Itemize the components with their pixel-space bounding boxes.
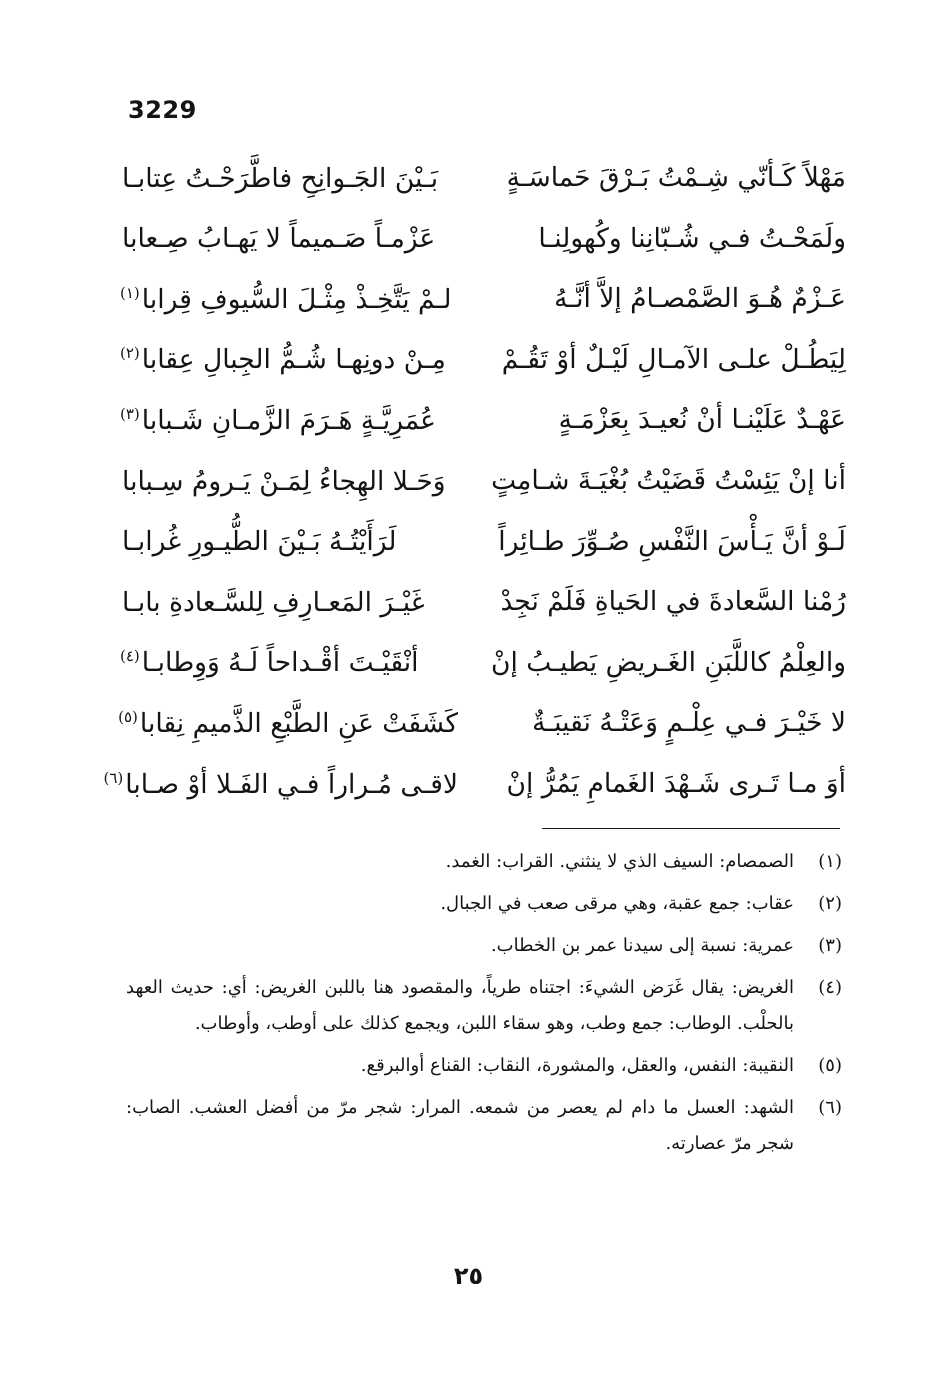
verse <box>120 451 846 512</box>
verse <box>120 572 846 633</box>
verse-second-hemistich <box>118 707 458 739</box>
footnote-marker: (٦) <box>103 768 124 787</box>
verse <box>120 209 846 270</box>
verse-second-hemistich <box>120 283 458 315</box>
hemistich-text: لَرَأَيْتُـهُ بَـيْنَ الطُّيـورِ غُرابـا <box>122 526 397 558</box>
verse <box>120 148 846 209</box>
verse <box>120 633 846 694</box>
verse-second-hemistich <box>120 586 458 618</box>
footnote-divider <box>542 828 840 829</box>
hemistich-text: لاقـى مُـراراً فـي الفَـلا أوْ صـابا <box>125 768 458 800</box>
footnote-number: (٤) <box>818 977 842 998</box>
verse <box>120 269 846 330</box>
verse-first-hemistich: لا خَيْـرَ فـي عِلْـمٍ وَعَتْـهُ نَقيبَـةٌ <box>532 707 846 739</box>
footnote-marker: (١) <box>120 283 140 302</box>
footnote <box>126 970 842 1042</box>
footnote <box>126 1090 842 1162</box>
verse-first-hemistich: ولَمَحْـتُ فـي شُـبّانِنا وكُهولِنـا <box>538 222 846 254</box>
verse-first-hemistich: لِيَطُـلْ علـى الآمـالِ لَيْـلٌ أوْ تَقُـمْ <box>501 343 846 375</box>
footnote <box>126 1048 842 1084</box>
footnote-number: (٢) <box>818 893 842 914</box>
page-id: 3229 <box>128 96 197 124</box>
footnote <box>126 928 842 964</box>
footnote-marker: (٥) <box>118 707 138 726</box>
footnote-text: الغريض: يقال غَرَض الشيءَ: اجتناه طرياً، والمقصود هنا باللبن الغريض: أي: حديث العهد بالحلْب. الوطاب: جمع وطب، وهو سقاء اللبن، ويجمع كذلك على أوطب، وأوطاب. <box>126 977 794 1034</box>
verse-first-hemistich: أنا إنْ يَئِسْتُ قَضَيْتُ بُغْيَـةَ شـامِتٍ <box>491 465 846 497</box>
footnote-marker: (٣) <box>120 405 140 423</box>
footnote-number: (٦) <box>818 1097 842 1118</box>
verse <box>120 330 846 391</box>
verse-first-hemistich: مَهْلاً كَـأنّي شِـمْتُ بَـرْقَ حَماسَـةٍ <box>506 162 846 194</box>
verse-first-hemistich: أوَ مـا تَـرى شَـهْدَ الغَمامِ يَمُرُّ إنْ <box>506 767 846 799</box>
footnote-number: (٥) <box>818 1055 842 1076</box>
verse-second-hemistich <box>120 404 458 436</box>
verse-first-hemistich: والعِلْمُ كاللَّبَنِ الغَـريضِ يَطيـبُ إنْ <box>491 646 846 678</box>
footnote-text: عمرية: نسبة إلى سيدنا عمر بن الخطاب. <box>490 935 794 956</box>
footnotes <box>126 844 842 1168</box>
verse-second-hemistich <box>120 344 458 376</box>
verse-first-hemistich: عَهْـدٌ عَلَيْنـا أنْ نُعيـدَ بِعَزْمَـةٍ <box>558 404 846 436</box>
poem <box>103 148 846 815</box>
hemistich-text: غَيْـرَ المَعـارِفِ لِلسَّـعادةِ بابـا <box>122 586 425 618</box>
footnote-text: النقيبة: النفس، والعقل، والمشورة، النقاب: القناع أوالبرقع. <box>360 1055 794 1076</box>
verse-second-hemistich <box>120 162 458 194</box>
footnote-text: عقاب: جمع عقبة، وهي مرقى صعب في الجبال. <box>440 893 794 914</box>
verse-first-hemistich: لَـوْ أنَّ يَـأْسَ النَّفْسِ صُـوِّرَ طـائِراً <box>498 525 846 557</box>
hemistich-text: عُمَرِيَّـةٍ هَـرَمَ الزَّمـانِ شَـبابا <box>141 404 436 436</box>
verse <box>120 390 846 451</box>
verse-second-hemistich <box>120 526 458 558</box>
hemistich-text: مِـنْ دونِهـا شُـمُّ الجِبالِ عِقابا <box>141 344 446 376</box>
footnote-text: الشهد: العسل ما دام لم يعصر من شمعه. المرار: شجر مرّ من أفضل العشب. الصاب: شجر مرّ عصارته. <box>126 1097 794 1154</box>
footnote-number: (٣) <box>818 935 842 956</box>
verse-second-hemistich <box>103 768 458 800</box>
footnote-marker: (٢) <box>120 344 140 363</box>
hemistich-text: بَـيْنَ الجَـوانِحِ فاطَّرَحْـتُ عِتابـا <box>122 162 439 194</box>
footnote <box>126 886 842 922</box>
hemistich-text: أنْقَيْـتَ أقْـداحاً لَـهُ وَوِطابـا <box>141 647 419 679</box>
footnote <box>126 844 842 880</box>
verse <box>120 512 846 573</box>
hemistich-text: عَزْمـاً صَـميماً لا يَهـابُ صِـعابا <box>122 223 436 255</box>
verse <box>103 754 846 815</box>
page-number: ٢٥ <box>453 1262 484 1290</box>
verse-second-hemistich <box>120 647 458 679</box>
verse-first-hemistich: رُمْنا السَّعادةَ في الحَياةِ فَلَمْ نَجِدْ <box>500 586 846 618</box>
verse <box>120 693 846 754</box>
footnote-marker: (٤) <box>120 647 140 666</box>
hemistich-text: لـمْ يَتَّخِـذْ مِثْـلَ السُّيوفِ قِرابا <box>141 283 452 315</box>
verse-second-hemistich <box>120 465 458 497</box>
verse-first-hemistich: عَـزْمٌ هُـوَ الصَّمْصـامُ إلاَّ أنَّـهُ <box>554 283 846 315</box>
footnote-text: الصمصام: السيف الذي لا ينثني. القراب: الغمد. <box>445 851 794 872</box>
verse-second-hemistich <box>120 223 458 255</box>
footnote-number: (١) <box>818 851 842 872</box>
hemistich-text: وَحَـلا الهِجاءُ لِمَـنْ يَـرومُ سِـبابا <box>122 465 446 497</box>
hemistich-text: كَشَفَتْ عَنِ الطَّبْعِ الذَّميمِ نِقابا <box>139 707 458 739</box>
